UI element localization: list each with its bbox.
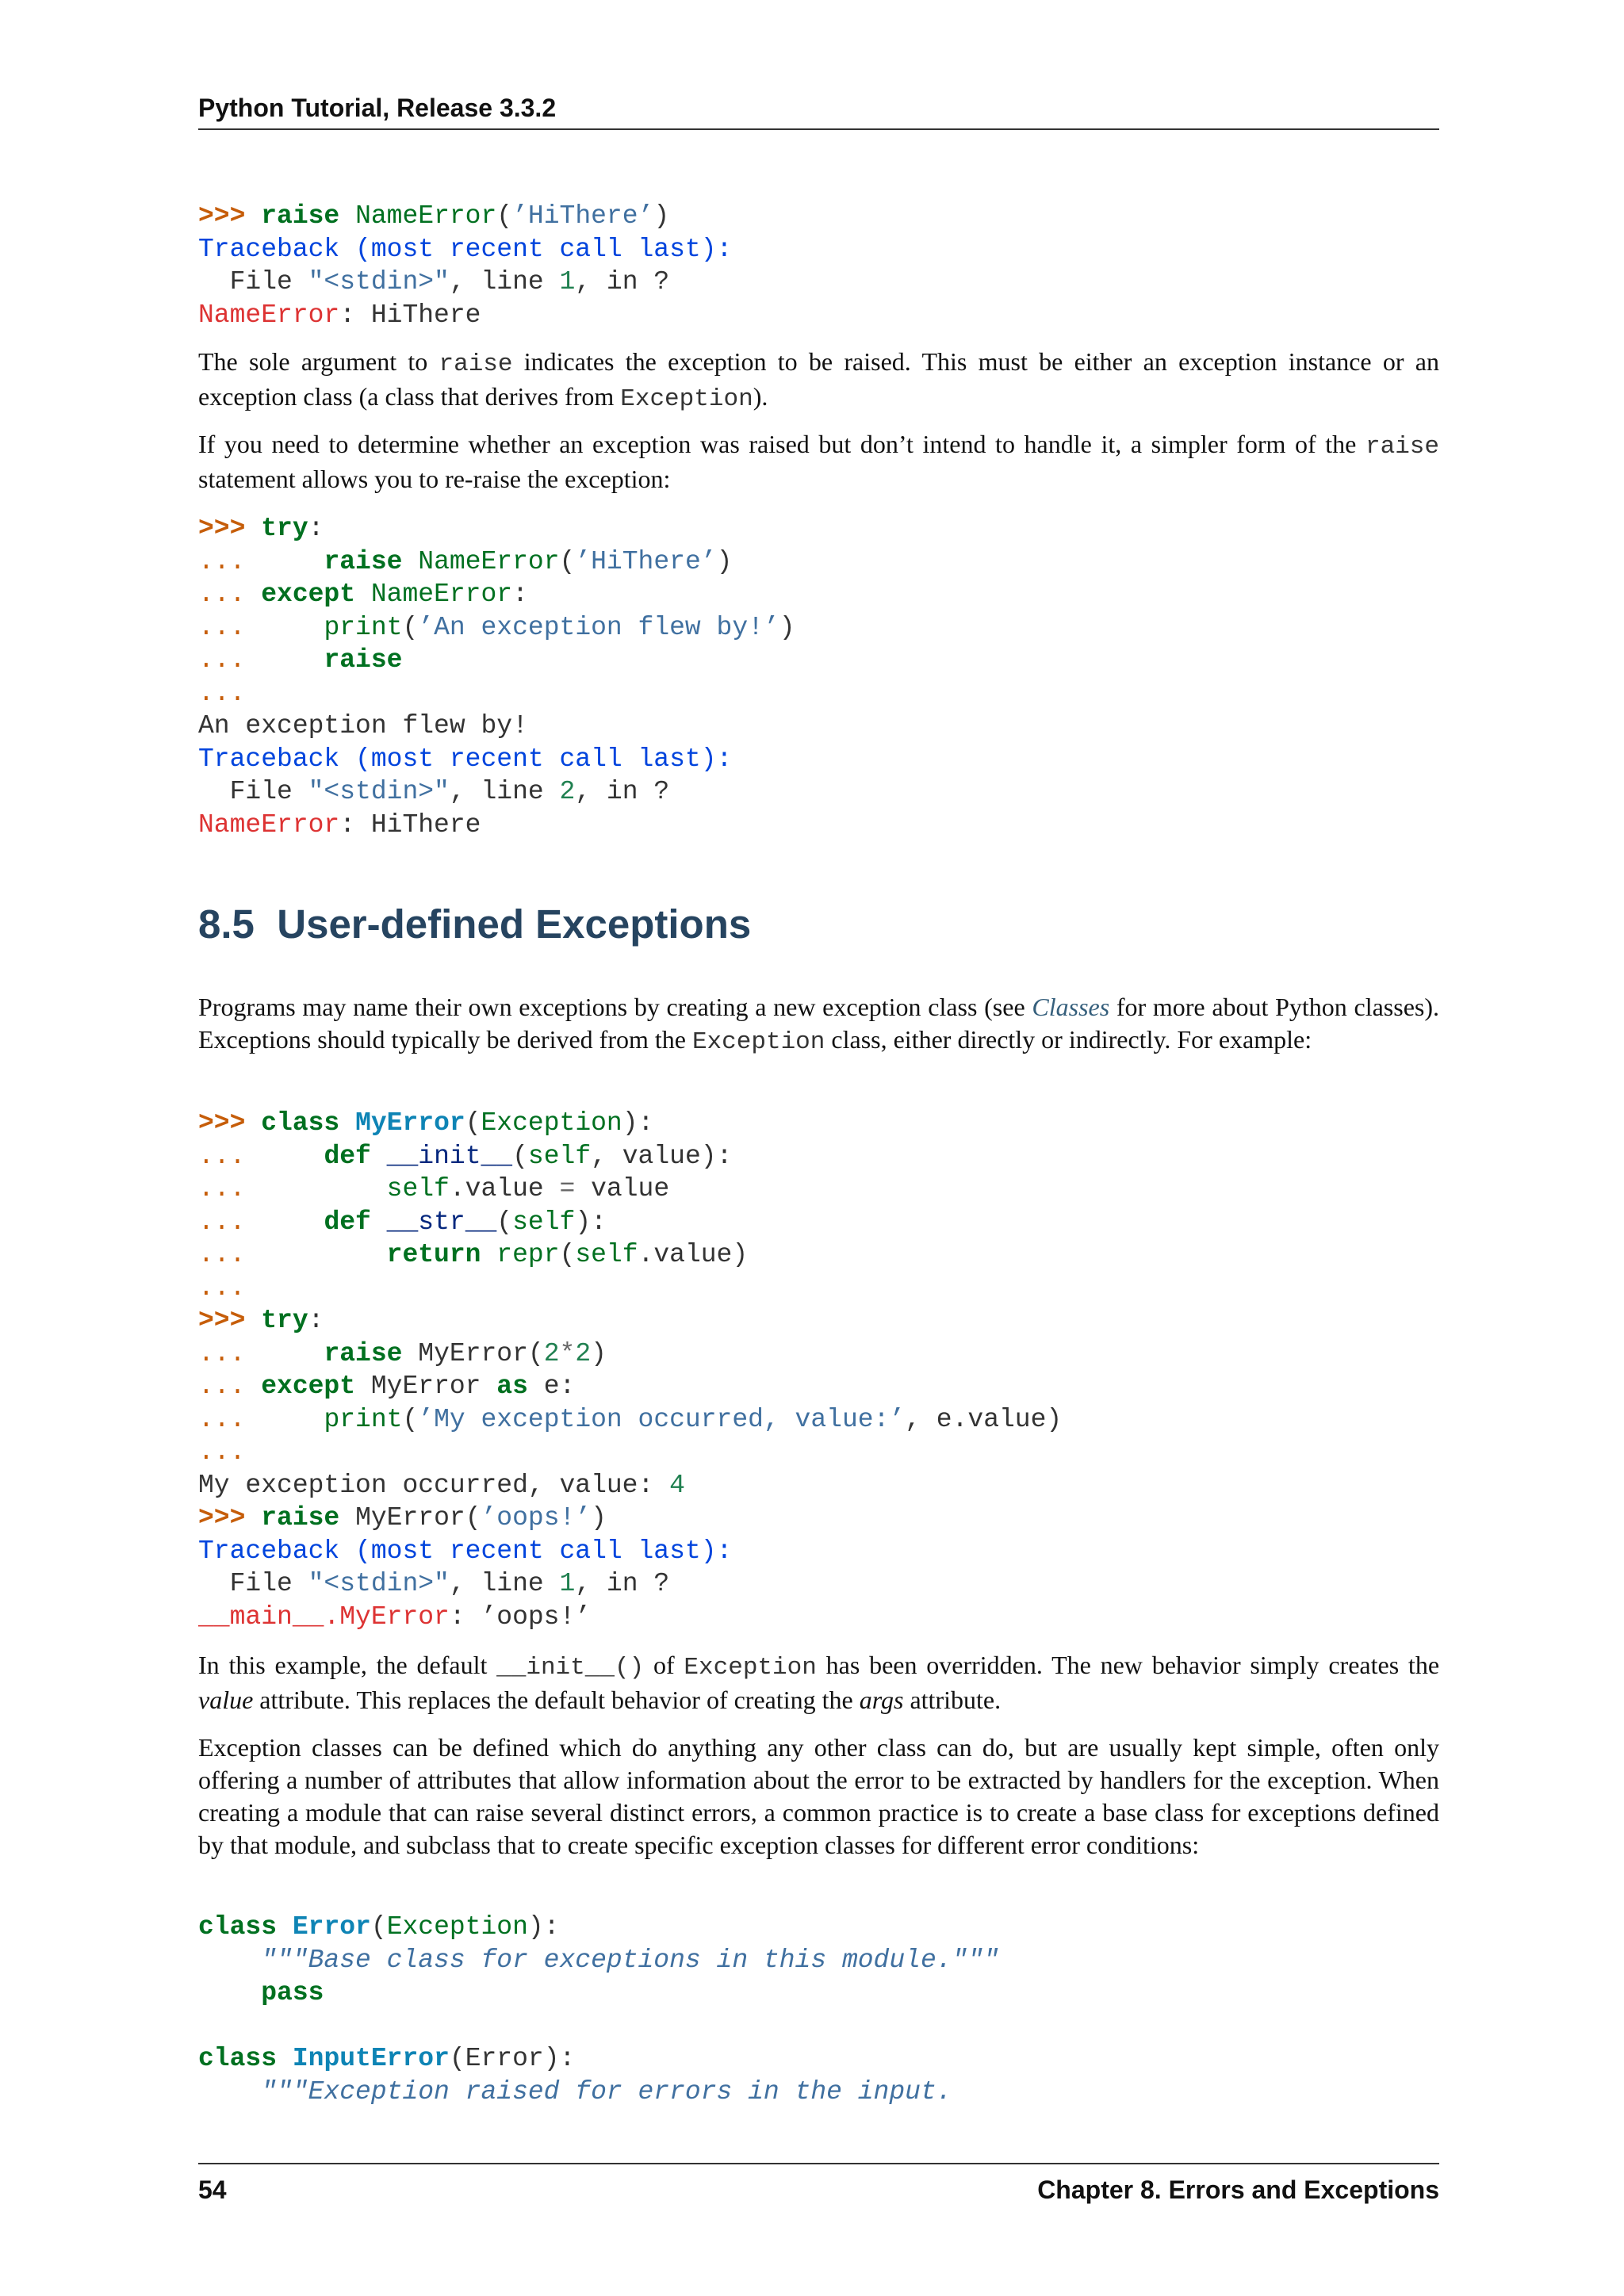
code-block-raise xyxy=(198,200,732,331)
code-line: Traceback (most recent call last): xyxy=(198,744,733,774)
classes-link[interactable]: Classes xyxy=(1032,993,1110,1021)
code-line: ... raise MyError(2*2) xyxy=(198,1338,607,1368)
code-line: ... except MyError as e: xyxy=(198,1372,576,1401)
code-line: pass xyxy=(261,1978,324,2007)
code-line-blank xyxy=(198,2010,999,2043)
code-line: """Base class for exceptions in this module.""" xyxy=(261,1945,999,1975)
header-rule xyxy=(198,128,1439,130)
code-line: ... xyxy=(198,1437,246,1467)
code-line: NameError: HiThere xyxy=(198,300,481,330)
paragraph-reraise: If you need to determine whether an exception was raised but don’t intend to handle it, a simpler form of the raise statement allows you to re-raise the exception: xyxy=(198,430,1439,493)
code-line: NameError: HiThere xyxy=(198,809,481,840)
code-line: Traceback (most recent call last): xyxy=(198,1536,733,1566)
code-line: ... print(’My exception occurred, value:’, e.value) xyxy=(198,1404,1063,1434)
document-page xyxy=(198,0,1439,2296)
code-line: ... print(’An exception flew by!’) xyxy=(198,612,795,642)
footer-rule xyxy=(198,2163,1439,2164)
code-line: ... def __str__(self): xyxy=(198,1207,607,1237)
code-line: class Error(Exception): xyxy=(198,1912,560,1942)
paragraph-exception-classes: Exception classes can be defined which do anything any other class can do, but are usually kept simple, often only offering a number of attributes that allow information about the error to be extracted by handlers for the exception. When creating a module that can raise several distinct errors, a common practice is to create a base class for exceptions defined by that module, and subclass that to create specific exception classes for different error conditions: xyxy=(198,1733,1439,1859)
code-line: ... raise xyxy=(198,645,403,675)
code-block-myerror xyxy=(198,1107,1062,1633)
running-footer xyxy=(198,2175,1439,2205)
code-line: ... return repr(self.value) xyxy=(198,1240,749,1269)
paragraph-user-defined: Programs may name their own exceptions by creating a new exception class (see Classes for more about Python classes). Exceptions should typically be derived from the Exception class, either directly or indirectly. For example: xyxy=(198,993,1440,1056)
code-line: An exception flew by! xyxy=(198,711,528,740)
code-line: ... except NameError: xyxy=(198,580,528,609)
code-line: ... xyxy=(198,1272,246,1303)
paragraph-raise-argument: The sole argument to raise indicates the exception to be raised. This must be either an exception instance or an exception class (a class that derives from Exception). xyxy=(198,347,1440,413)
paragraph-init-override: In this example, the default __init__() of Exception has been overridden. The new behavior simply creates the value attribute. This replaces the default behavior of creating the args attribute. xyxy=(198,1651,1440,1714)
code-line: ... xyxy=(198,678,246,708)
code-line: """Exception raised for errors in the input. xyxy=(261,2076,952,2107)
code-line: __main__.MyError: ’oops!’ xyxy=(198,1601,592,1632)
code-line: ... raise NameError(’HiThere’) xyxy=(198,546,733,576)
code-line: My exception occurred, value: 4 xyxy=(198,1470,685,1500)
code-block-error-classes xyxy=(198,1911,999,2108)
chapter-title: Chapter 8. Errors and Exceptions xyxy=(1037,2175,1439,2204)
code-line: File "<stdin>", line 2, in ? xyxy=(198,777,670,806)
code-line: ... self.value = value xyxy=(198,1174,670,1203)
section-title-text: User-defined Exceptions xyxy=(277,901,752,947)
section-heading xyxy=(198,901,751,947)
code-line: File "<stdin>", line 1, in ? xyxy=(198,267,670,297)
code-line: >>> try: xyxy=(198,1306,324,1335)
page-number: 54 xyxy=(198,2175,227,2204)
code-line: >>> class MyError(Exception): xyxy=(198,1108,654,1138)
code-line: >>> raise NameError(’HiThere’) xyxy=(198,201,670,231)
code-block-reraise xyxy=(198,512,795,841)
code-line: class InputError(Error): xyxy=(198,2044,576,2073)
section-number: 8.5 xyxy=(198,901,255,947)
running-header: Python Tutorial, Release 3.3.2 xyxy=(198,94,557,122)
code-line: ... def __init__(self, value): xyxy=(198,1141,733,1171)
code-line: File "<stdin>", line 1, in ? xyxy=(198,1569,670,1598)
code-line: >>> raise MyError(’oops!’) xyxy=(198,1503,607,1533)
code-line: Traceback (most recent call last): xyxy=(198,234,733,264)
code-line: >>> try: xyxy=(198,514,324,543)
